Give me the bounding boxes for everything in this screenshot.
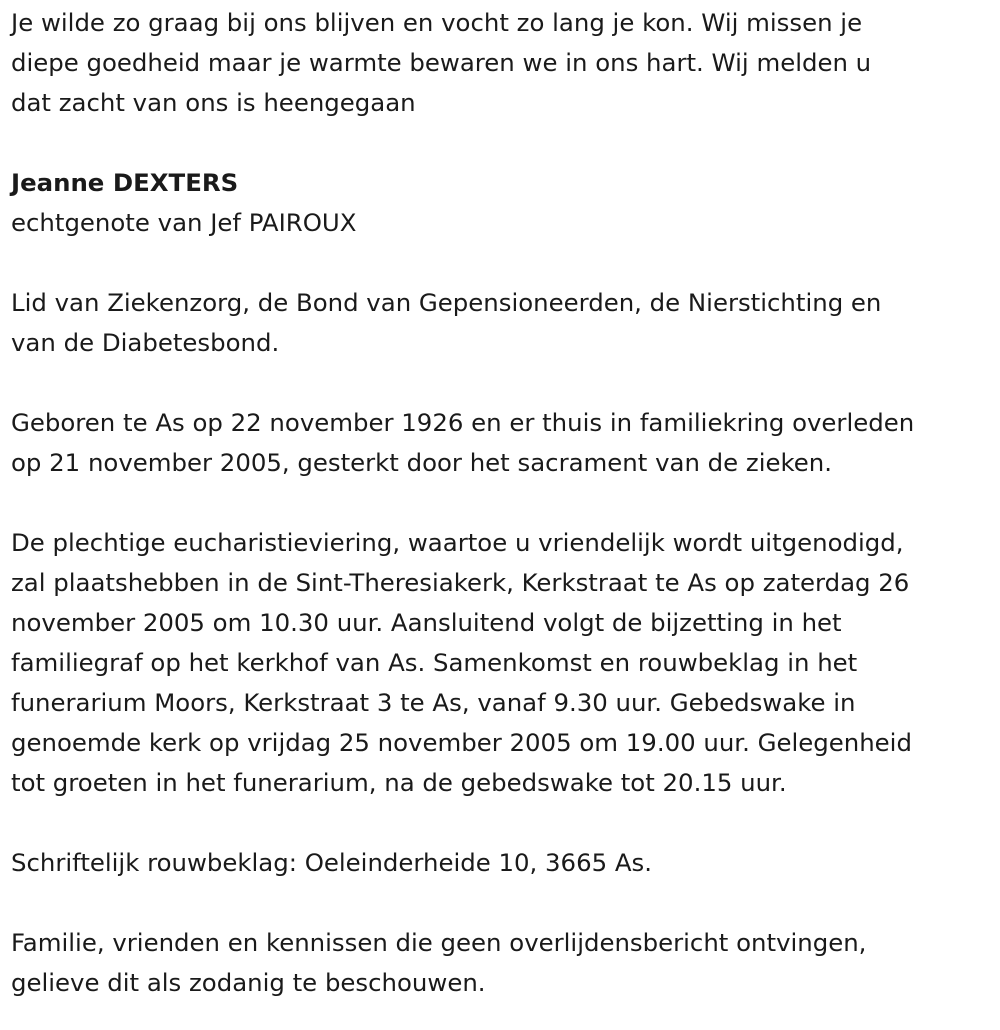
ceremony-line: zal plaatshebben in de Sint-Theresiakerk, Kerkstraat te As op zaterdag 26: [11, 568, 910, 597]
birth-death-line: op 21 november 2005, gesterkt door het sacrament van de zieken.: [11, 448, 832, 477]
birth-death-paragraph: [11, 403, 992, 483]
deceased-name: Jeanne DEXTERS: [11, 168, 239, 197]
ceremony-paragraph: [11, 523, 992, 803]
ceremony-line: De plechtige eucharistieviering, waartoe u vriendelijk wordt uitgenodigd,: [11, 528, 904, 557]
closing-paragraph: [11, 923, 992, 1003]
condolence-address: Schriftelijk rouwbeklag: Oeleinderheide 10, 3665 As.: [11, 848, 653, 877]
intro-line: Je wilde zo graag bij ons blijven en vocht zo lang je kon. Wij missen je: [11, 8, 863, 37]
spouse-text: echtgenote van Jef PAIROUX: [11, 208, 357, 237]
intro-paragraph: [11, 3, 992, 123]
ceremony-line: familiegraf op het kerkhof van As. Samenkomst en rouwbeklag in het: [11, 648, 858, 677]
intro-line: dat zacht van ons is heengegaan: [11, 88, 416, 117]
ceremony-line: genoemde kerk op vrijdag 25 november 2005 om 19.00 uur. Gelegenheid: [11, 728, 912, 757]
ceremony-line: tot groeten in het funerarium, na de gebedswake tot 20.15 uur.: [11, 768, 787, 797]
intro-line: diepe goedheid maar je warmte bewaren we in ons hart. Wij melden u: [11, 48, 872, 77]
membership-line: van de Diabetesbond.: [11, 328, 280, 357]
spouse-line: [11, 203, 992, 243]
birth-death-line: Geboren te As op 22 november 1926 en er thuis in familiekring overleden: [11, 408, 915, 437]
closing-line: Familie, vrienden en kennissen die geen overlijdensbericht ontvingen,: [11, 928, 867, 957]
membership-paragraph: [11, 283, 992, 363]
closing-line: gelieve dit als zodanig te beschouwen.: [11, 968, 486, 997]
condolence-address-paragraph: [11, 843, 992, 883]
ceremony-line: funerarium Moors, Kerkstraat 3 te As, vanaf 9.30 uur. Gebedswake in: [11, 688, 856, 717]
ceremony-line: november 2005 om 10.30 uur. Aansluitend volgt de bijzetting in het: [11, 608, 842, 637]
membership-line: Lid van Ziekenzorg, de Bond van Gepensioneerden, de Nierstichting en: [11, 288, 882, 317]
